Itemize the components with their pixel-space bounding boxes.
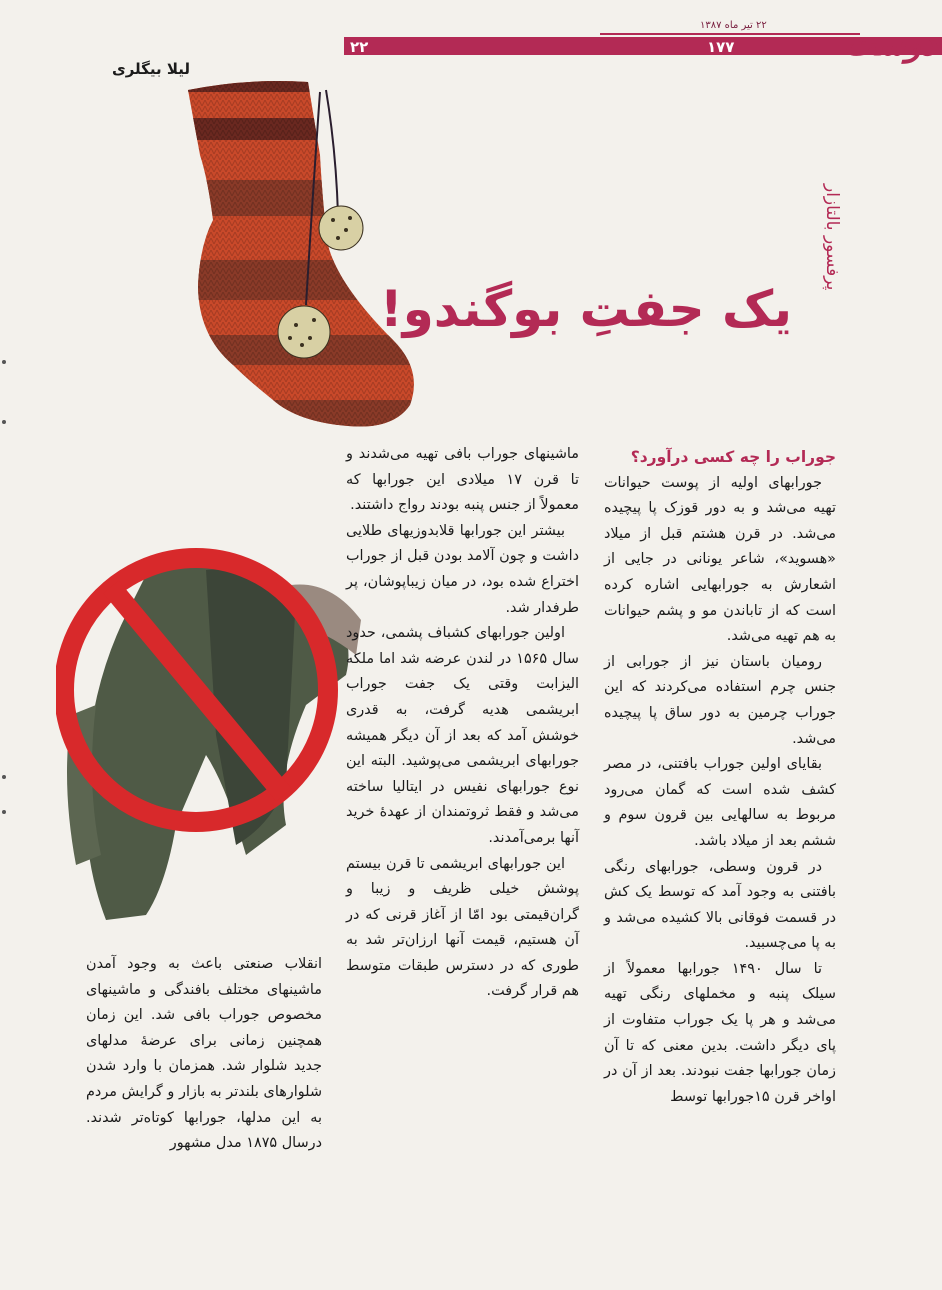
paragraph: اولین جورابهای کشباف پشمی، حدود سال ۱۵۶۵ در لندن عرضه شد اما ملکه الیزابت وقتی یک جفت جوراب ابریشمی هدیه گرفت، به قدری خوشش آمد که بعد از آن دیگر همیشه جورابهای ابریشمی می‌پوشید. البته این نوع جورابهای نفیس در ایتالیا ساخته می‌شد و فقط ثروتمندان از عهدهٔ خرید آنها برمی‌آمدند. xyxy=(346,625,579,846)
binding-mark xyxy=(2,360,6,364)
page-number-left: ۲۲ xyxy=(350,38,369,56)
paragraph: رومیان باستان نیز از جورابی از جنس چرم استفاده می‌کردند که این جوراب چرمین به دور ساق پا پیچیده می‌شد. xyxy=(604,653,836,747)
paragraph: ماشینهای جوراب بافی تهیه می‌شدند و تا قرن ۱۷ میلادی این جورابها که معمولاً از جنس پنبه بودند رواج داشتند. xyxy=(346,446,579,514)
author-name: لیلا بیگلری xyxy=(111,60,190,78)
sock-image xyxy=(178,70,448,450)
issue-date: ۲۲ تیر ماه ۱۳۸۷ xyxy=(700,20,767,31)
binding-mark xyxy=(2,775,6,779)
prohibited-socks-image xyxy=(56,525,376,925)
paragraph: انقلاب صنعتی باعث به وجود آمدن ماشینهای مختلف بافندگی و ماشینهای مخصوص جوراب بافی شد. این زمان همچنین زمانی برای عرضهٔ مدلهای جدید شلوار شد. همزمان با وارد شدن شلوارهای بلندتر به بازار و گرایش مردم به این مدلها، جورابها کوتاه‌تر شدند. درسال ۱۸۷۵ مدل مشهور xyxy=(86,956,322,1152)
magazine-logo: دوست xyxy=(843,24,937,64)
byline: پرفسور بالتازار xyxy=(822,183,842,290)
column-middle xyxy=(346,442,579,1005)
binding-mark xyxy=(2,810,6,814)
section-subhead: جوراب را چه کسی درآورد؟ xyxy=(630,448,836,466)
binding-mark xyxy=(2,420,6,424)
paragraph: بقایای اولین جوراب بافتنی، در مصر کشف شده است که گمان می‌رود مربوط به سالهایی بین قرون سوم و ششم بعد از میلاد باشد. xyxy=(604,756,836,849)
column-left xyxy=(86,952,322,1157)
paragraph: در قرون وسطی، جورابهای رنگی بافتنی به وجود آمد که توسط یک کش در قسمت فوقانی بالا کشیده می‌شد و به پا می‌چسبید. xyxy=(604,858,836,952)
paragraph: تا سال ۱۴۹۰ جورابها معمولاً از سیلک پنبه و مخملهای رنگی تهیه می‌شد و هر پا یک جوراب متفاوت از پای دیگر داشت. بدین معنی که تا آن زمان جورابها جفت نبودند. بعد از آن در اواخر قرن ۱۵جورابها توسط xyxy=(604,960,836,1105)
page-number-right: ۱۷۷ xyxy=(707,38,735,56)
paragraph: جورابهای اولیه از پوست حیوانات تهیه می‌شد و به دور قوزک پا پیچیده می‌شد. در قرن هشتم قبل از میلاد «هسوید»، شاعر یونانی در جایی از اشعارش به جورابهایی اشاره کرده است که از تاباندن مو و پشم حیوانات به هم تهیه می‌شد. xyxy=(604,474,836,645)
header-rule xyxy=(600,33,860,35)
column-right xyxy=(604,445,836,1110)
paragraph: بیشتر این جورابها قلابدوزیهای طلایی داشت و چون آلامد بودن قبل از جوراب اختراع شده بود، در میان زیباپوشان، پر طرفدار شد. xyxy=(346,522,579,616)
paragraph: این جورابهای ابریشمی تا قرن بیستم پوشش خیلی ظریف و زیبا و گران‌قیمتی بود امّا از آغاز قرنی که در آن هستیم، قیمت آنها ارزان‌تر شد به طوری که در دسترس طبقات متوسط هم قرار گرفت. xyxy=(346,855,579,1000)
article-title: یک جفتِ بوگندو! xyxy=(379,280,792,338)
